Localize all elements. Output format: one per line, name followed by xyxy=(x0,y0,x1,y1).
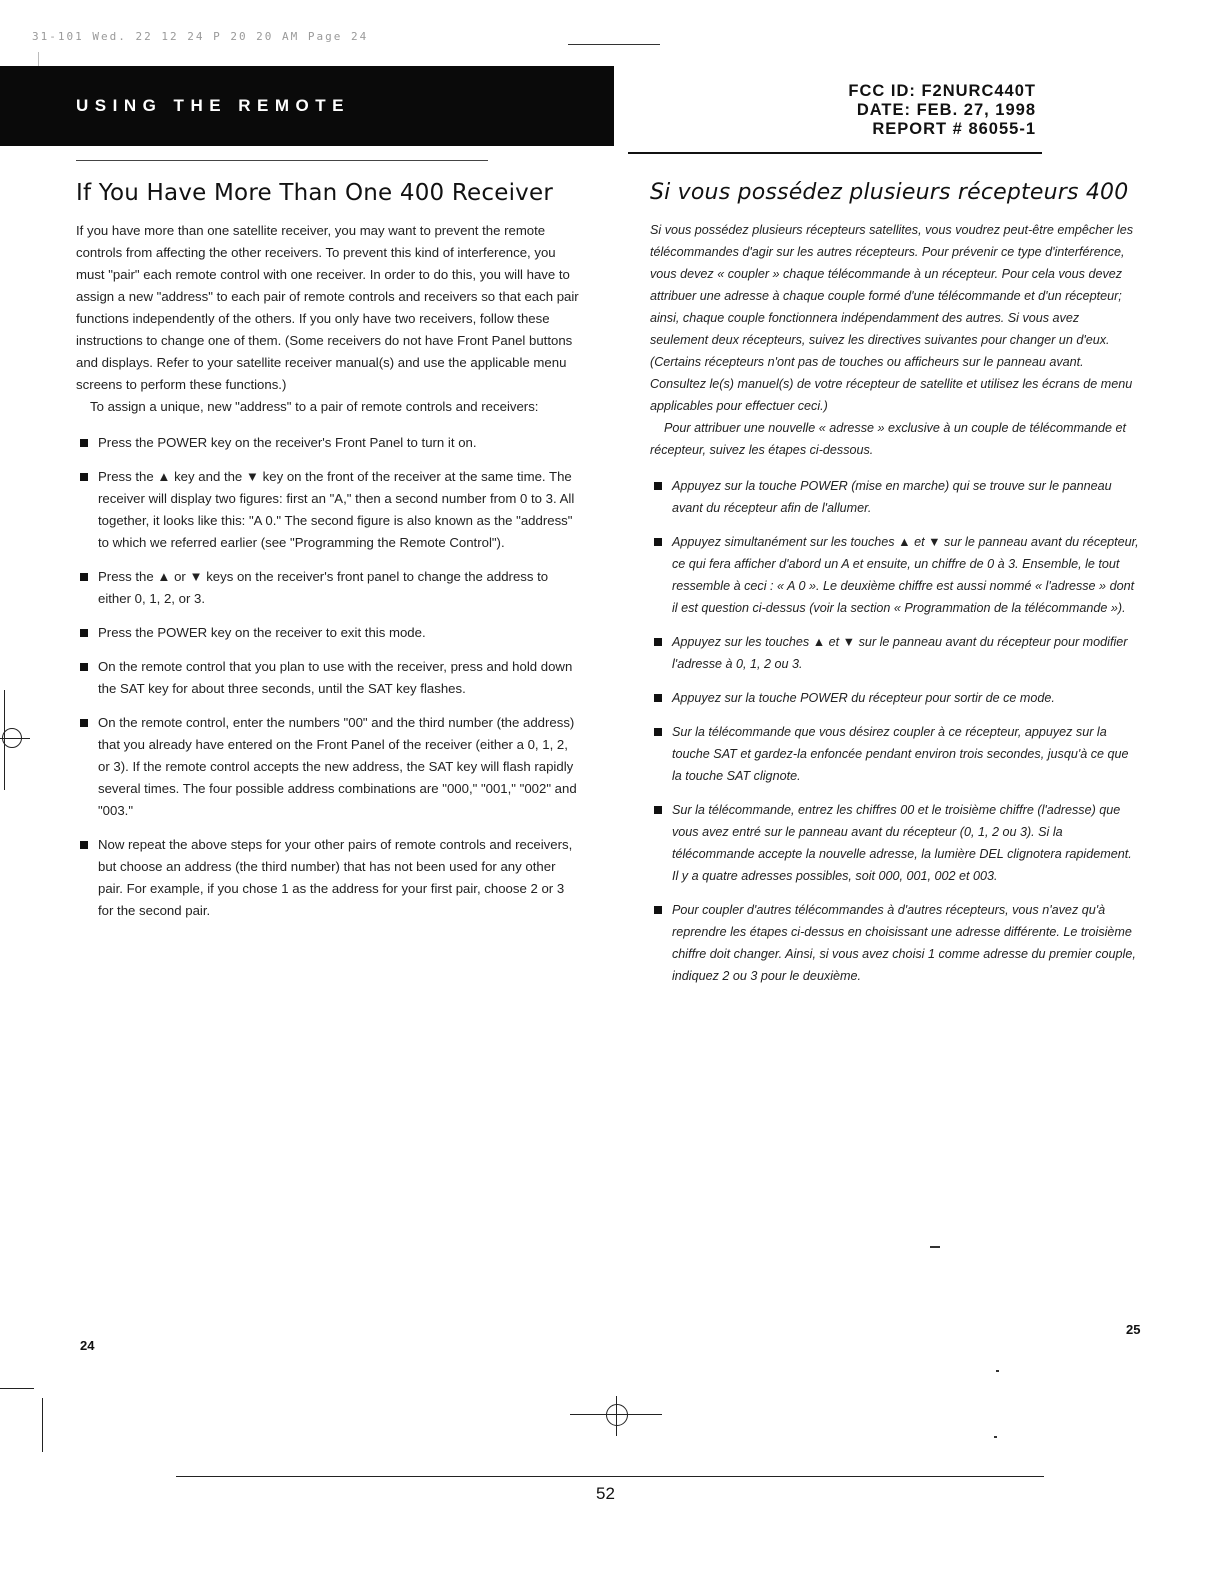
english-step: Press the ▲ key and the ▼ key on the front of the receiver at the same time. The receiver will display two figures: first an "A," then a second number from 0 to 3. All together, it looks like this: "A 0." The second figure is also known as the "address" to which we referred earlier (see "Programming the Remote Control"). xyxy=(76,466,580,554)
bullet-icon xyxy=(80,663,88,671)
english-heading: If You Have More Than One 400 Receiver xyxy=(76,180,553,206)
crop-mark-bottom-left-vertical xyxy=(42,1398,43,1452)
scan-speck xyxy=(930,1246,940,1248)
bullet-icon xyxy=(654,728,662,736)
registration-mark-icon xyxy=(2,728,22,748)
registration-mark-icon xyxy=(606,1404,628,1426)
english-step: Press the ▲ or ▼ keys on the receiver's front panel to change the address to either 0, 1, 2, or 3. xyxy=(76,566,580,610)
fax-transmission-header: 31-101 Wed. 22 12 24 P 20 20 AM Page 24 xyxy=(32,30,369,43)
page-number-left: 24 xyxy=(80,1338,95,1353)
bullet-icon xyxy=(80,841,88,849)
english-column xyxy=(76,180,580,934)
bullet-icon xyxy=(80,629,88,637)
bullet-icon xyxy=(80,439,88,447)
french-step: Pour coupler d'autres télécommandes à d'autres récepteurs, vous n'avez qu'à reprendre les étapes ci-dessus en choisissant une adresse différente. Le troisième chiffre doit changer. Ainsi, si vous avez choisi 1 comme adresse du premier couple, indiquez 2 ou 3 pour le deuxième. xyxy=(650,899,1140,987)
french-step: Sur la télécommande, entrez les chiffres 00 et le troisième chiffre (l'adresse) que vous avez entré sur le panneau avant du récepteur (0, 1, 2 ou 3). Si la télécommande accepte la nouvelle adresse, la lumière DEL clignotera rapidement. Il y a quatre adresses possibles, soit 000, 001, 002 et 003. xyxy=(650,799,1140,887)
fcc-report: REPORT # 86055-1 xyxy=(872,120,1036,138)
fcc-id: FCC ID: F2NURC440T xyxy=(848,82,1036,100)
english-step: Now repeat the above steps for your other pairs of remote controls and receivers, but choose an address (the third number) that has not been used for any other pair. For example, if you chose 1 as the address for your first pair, choose 2 or 3 for the second pair. xyxy=(76,834,580,922)
french-column xyxy=(650,180,1140,999)
english-assign-instruction: To assign a unique, new "address" to a pair of remote controls and receivers: xyxy=(90,399,539,414)
fax-header-line xyxy=(568,44,660,45)
scan-speck xyxy=(996,1370,999,1372)
french-step: Sur la télécommande que vous désirez coupler à ce récepteur, appuyez sur la touche SAT et gardez-la enfoncée pendant environ trois secondes, jusqu'à ce que la touche SAT clignote. xyxy=(650,721,1140,787)
bullet-icon xyxy=(654,806,662,814)
bullet-icon xyxy=(654,482,662,490)
bullet-icon xyxy=(654,638,662,646)
french-heading: Si vous possédez plusieurs récepteurs 400 xyxy=(650,180,1129,205)
english-steps-list xyxy=(76,432,580,922)
scan-speck xyxy=(994,1436,997,1438)
footer-rule xyxy=(176,1476,1044,1477)
sheet-number: 52 xyxy=(596,1484,615,1503)
french-step: Appuyez simultanément sur les touches ▲ et ▼ sur le panneau avant du récepteur, ce qui fera afficher d'abord un A et ensuite, un chiffre de 0 à 3. Ensemble, le tout ressemble à ceci : « A 0 ». Le deuxième chiffre est aussi nommé « l'adresse » dont il est question ci-dessus (voir la section « Programmation de la télécommande »). xyxy=(650,531,1140,619)
english-step: Press the POWER key on the receiver's Front Panel to turn it on. xyxy=(76,432,580,454)
english-intro: If you have more than one satellite receiver, you may want to prevent the remote controls from affecting the other receivers. To prevent this kind of interference, you must "pair" each remote control with one receiver. In order to do this, you will have to assign a new "address" to each pair of remote controls and receivers so that each pair functions independently of the others. If you only have two receivers, follow these instructions to change one of them. (Some receivers do not have Front Panel buttons and displays. Refer to your satellite receiver manual(s) and use the applicable menu screens to perform these functions.) xyxy=(76,223,579,392)
fcc-info-block xyxy=(848,82,1036,139)
header-rule-right xyxy=(628,152,1042,154)
french-step: Appuyez sur la touche POWER (mise en marche) qui se trouve sur le panneau avant du récepteur afin de l'allumer. xyxy=(650,475,1140,519)
french-step: Appuyez sur la touche POWER du récepteur pour sortir de ce mode. xyxy=(650,687,1140,709)
bullet-icon xyxy=(80,719,88,727)
section-header-title: USING THE REMOTE xyxy=(76,96,351,115)
french-intro: Si vous possédez plusieurs récepteurs satellites, vous voudrez peut-être empêcher les télécommandes d'agir sur les autres récepteurs. Pour prévenir ce type d'interférence, vous devez « coupler » chaque télécommande à un récepteur. Pour cela vous devez attribuer une adresse à chaque couple formé d'une télécommande et d'un récepteur; ainsi, chaque couple fonctionnera indépendamment des autres. Si vous avez seulement deux récepteurs, suivez les directives suivantes pour changer un d'eux. (Certains récepteurs n'ont pas de touches ou afficheurs sur le panneau avant. Consultez le(s) manuel(s) de votre récepteur de satellite et utilisez les écrans de menu applicables pour effectuer ceci.) xyxy=(650,223,1134,413)
bullet-icon xyxy=(654,694,662,702)
french-step: Appuyez sur les touches ▲ et ▼ sur le panneau avant du récepteur pour modifier l'adresse à 0, 1, 2 ou 3. xyxy=(650,631,1140,675)
bullet-icon xyxy=(80,473,88,481)
crop-mark-bottom-left-horizontal xyxy=(0,1388,34,1389)
bullet-icon xyxy=(80,573,88,581)
french-assign-instruction: Pour attribuer une nouvelle « adresse » exclusive à un couple de télécommande et récepteur, suivez les étapes ci-dessous. xyxy=(650,421,1127,457)
english-step: On the remote control, enter the numbers "00" and the third number (the address) that you already have entered on the Front Panel of the receiver (either a 0, 1, 2, or 3). If the remote control accepts the new address, the SAT key will flash rapidly several times. The four possible address combinations are "000," "001," "002" and "003." xyxy=(76,712,580,822)
fcc-date: DATE: FEB. 27, 1998 xyxy=(856,101,1036,119)
bullet-icon xyxy=(654,906,662,914)
french-steps-list xyxy=(650,475,1140,987)
english-step: On the remote control that you plan to use with the receiver, press and hold down the SAT key for about three seconds, until the SAT key flashes. xyxy=(76,656,580,700)
english-step: Press the POWER key on the receiver to exit this mode. xyxy=(76,622,580,644)
page-number-right: 25 xyxy=(1126,1322,1141,1337)
header-rule-left xyxy=(76,160,488,161)
bullet-icon xyxy=(654,538,662,546)
